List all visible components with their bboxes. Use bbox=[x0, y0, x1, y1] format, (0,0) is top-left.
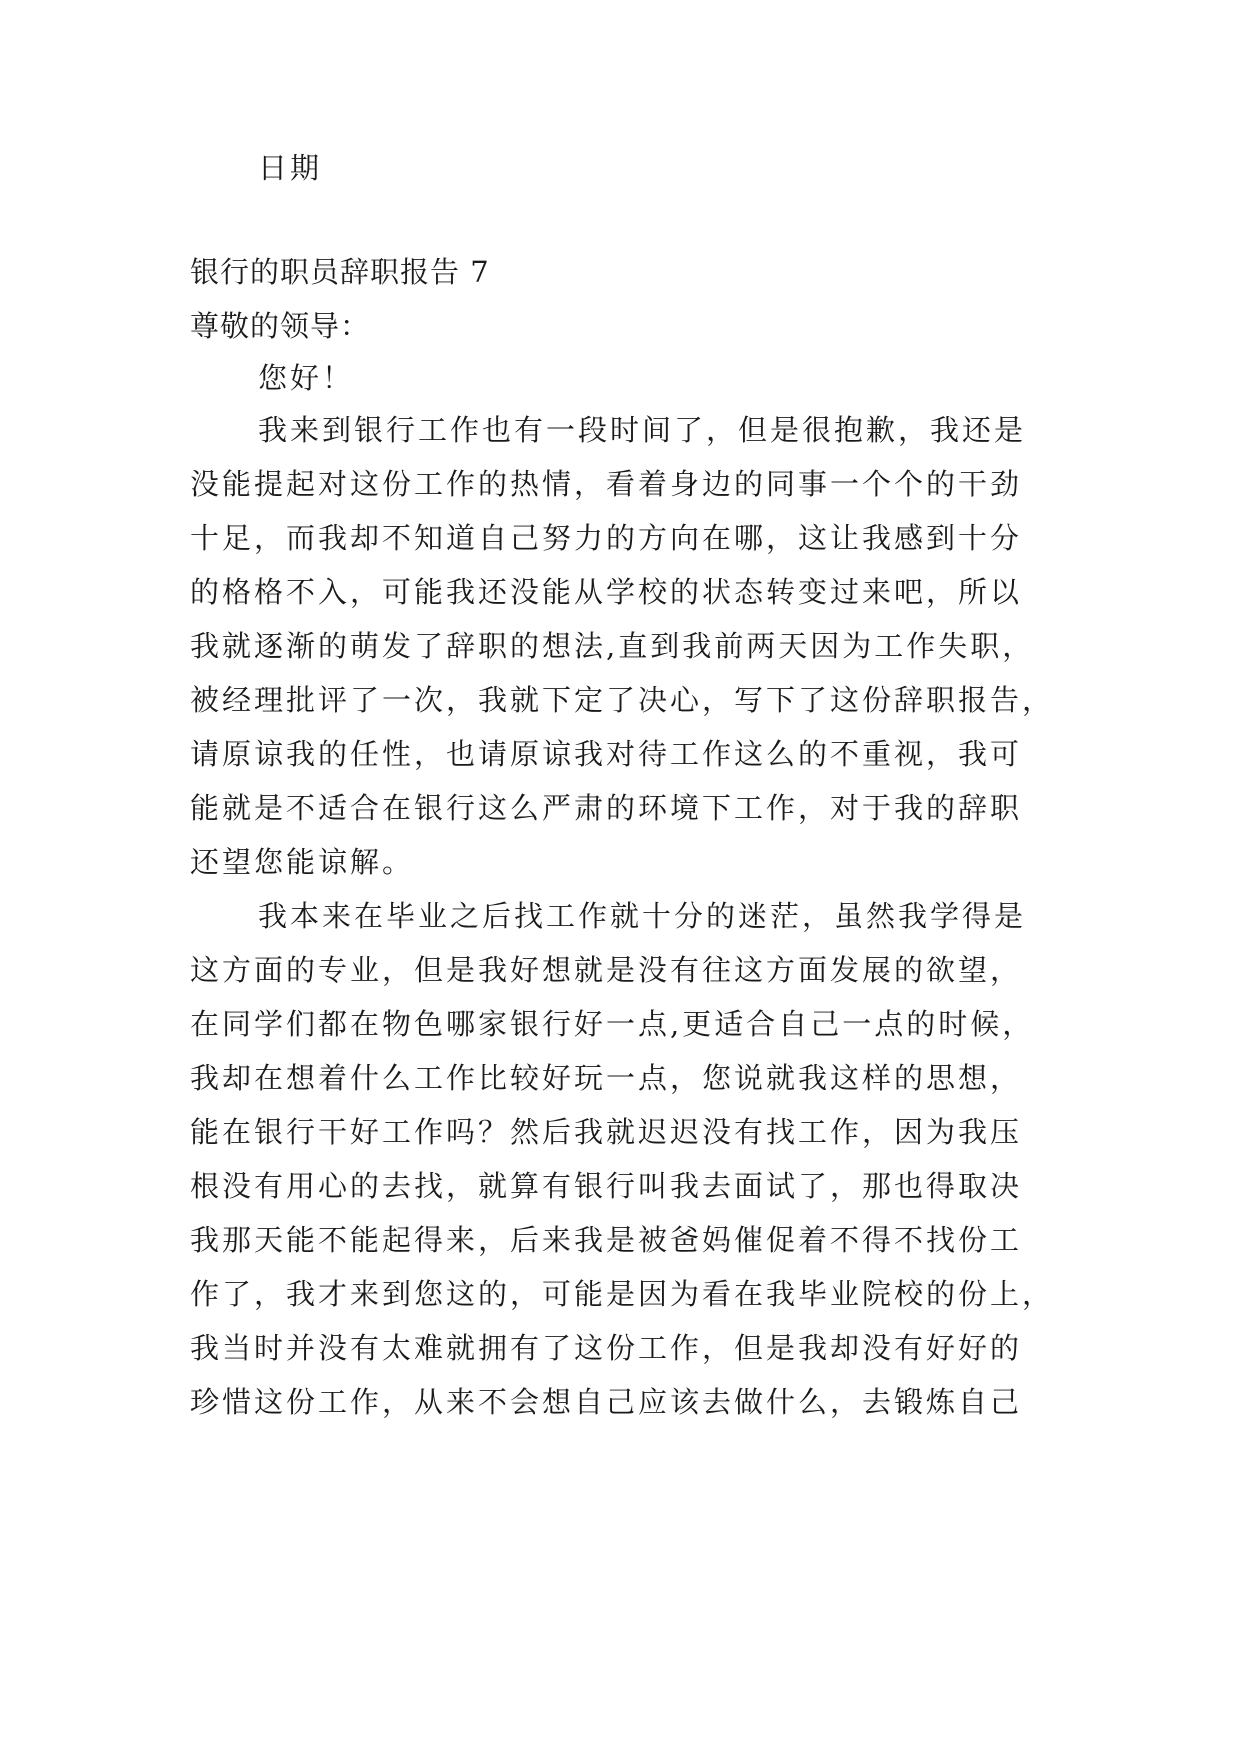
greeting: 您好！ bbox=[258, 361, 355, 395]
document-title: 银行的职员辞职报告 7 bbox=[190, 255, 490, 289]
paragraph-line: 能在银行干好工作吗？然后我就迟迟没有找工作，因为我压 bbox=[190, 1115, 1023, 1149]
paragraph-line: 我就逐渐的萌发了辞职的想法,直到我前两天因为工作失职， bbox=[190, 629, 1035, 663]
paragraph-line: 我却在想着什么工作比较好玩一点，您说就我这样的思想， bbox=[190, 1061, 1023, 1095]
paragraph-line: 的格格不入，可能我还没能从学校的状态转变过来吧，所以 bbox=[190, 575, 1023, 609]
paragraph-line: 还望您能谅解。 bbox=[190, 845, 415, 879]
paragraph-line: 作了，我才来到您这的，可能是因为看在我毕业院校的份上， bbox=[190, 1277, 1055, 1311]
paragraph-line: 根没有用心的去找，就算有银行叫我去面试了，那也得取决 bbox=[190, 1169, 1023, 1203]
paragraph-line: 我本来在毕业之后找工作就十分的迷茫，虽然我学得是 bbox=[258, 899, 1027, 933]
paragraph-line: 在同学们都在物色哪家银行好一点,更适合自己一点的时候， bbox=[190, 1007, 1035, 1041]
paragraph-line: 没能提起对这份工作的热情，看着身边的同事一个个的干劲 bbox=[190, 467, 1023, 501]
paragraph-line: 我来到银行工作也有一段时间了，但是很抱歉，我还是 bbox=[258, 413, 1027, 447]
paragraph-line: 这方面的专业，但是我好想就是没有往这方面发展的欲望， bbox=[190, 953, 1023, 987]
paragraph-line: 被经理批评了一次，我就下定了决心，写下了这份辞职报告， bbox=[190, 683, 1055, 717]
paragraph-line: 十足，而我却不知道自己努力的方向在哪，这让我感到十分 bbox=[190, 521, 1023, 555]
paragraph-line: 珍惜这份工作，从来不会想自己应该去做什么，去锻炼自己 bbox=[190, 1385, 1023, 1419]
salutation: 尊敬的领导： bbox=[190, 309, 371, 343]
date-label: 日期 bbox=[258, 151, 323, 185]
paragraph-line: 我那天能不能起得来，后来我是被爸妈催促着不得不找份工 bbox=[190, 1223, 1023, 1257]
paragraph-line: 能就是不适合在银行这么严肃的环境下工作，对于我的辞职 bbox=[190, 791, 1023, 825]
paragraph-line: 我当时并没有太难就拥有了这份工作，但是我却没有好好的 bbox=[190, 1331, 1023, 1365]
paragraph-line: 请原谅我的任性，也请原谅我对待工作这么的不重视，我可 bbox=[190, 737, 1023, 771]
